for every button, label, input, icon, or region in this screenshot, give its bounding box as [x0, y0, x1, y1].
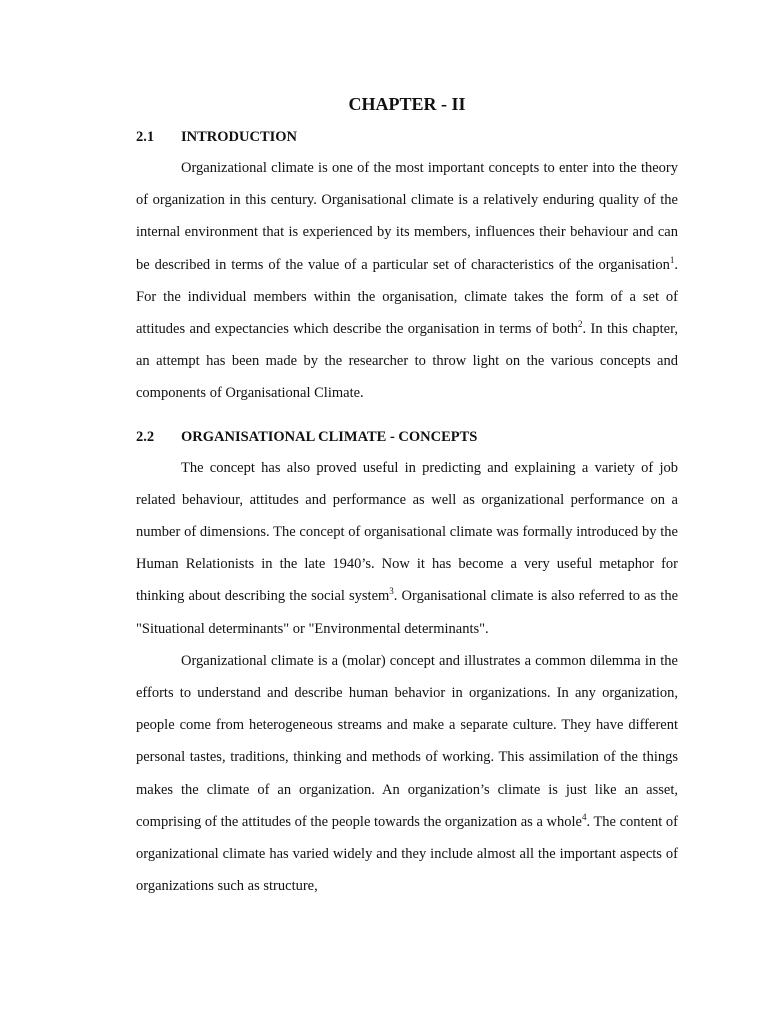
section-number: 2.1 — [136, 129, 155, 145]
text-run: . The content of organizational climate has varied widely and they include almost all the important aspects of organizations such as structure, — [136, 813, 679, 895]
footnote-ref-1: 1 — [669, 254, 675, 265]
text-run: Organizational climate is one of the most important concepts to enter into the theory of organization in this century. Organisational climate is a relatively enduring quality of the internal environment that is experienced by its members, influences their behaviour and can be described in terms of the value of a particular set of characteristics of the organisation — [136, 160, 678, 273]
concepts-paragraph-1 — [136, 452, 678, 645]
section-number: 2.2 — [136, 428, 155, 445]
text-run: . In this chapter, an attempt has been made by the researcher to throw light on the various concepts and components of Organisational Climate. — [136, 321, 678, 402]
footnote-ref-3: 3 — [389, 586, 394, 597]
section-heading-concepts — [136, 428, 678, 446]
footnote-ref-2: 2 — [578, 319, 583, 330]
text-run: . Organisational climate is also referred to as the "Situational determinants" or "Environmental determinants". — [136, 588, 679, 637]
text-run: Organizational climate is a (molar) concept and illustrates a common dilemma in the efforts to understand and describe human behavior in organizations. In any organization, people come from heterogeneous streams and make a separate culture. They have different personal tastes, traditions, thinking and methods of working. This assimilation of the things makes the climate of an organization. An organization’s climate is just like an asset, comprising of the attitudes of the people towards the organization as a whole — [136, 652, 678, 830]
concepts-paragraph-2 — [136, 645, 678, 903]
section-title: ORGANISATIONAL CLIMATE - CONCEPTS — [181, 428, 478, 445]
footnote-ref-4: 4 — [581, 811, 587, 822]
section-heading-introduction — [136, 128, 678, 146]
introduction-paragraph — [136, 152, 678, 410]
section-title: INTRODUCTION — [181, 129, 298, 145]
text-run: The concept has also proved useful in predicting and explaining a variety of job related behaviour, attitudes and performance as well as organizational performance on a number of dimensions. The concept of organisational climate was formally introduced by the Human Relationists in the late 1940’s. Now it has become a very useful metaphor for thinking about describing the social system — [136, 459, 678, 605]
chapter-title: CHAPTER - II — [348, 94, 466, 114]
document-page — [136, 92, 678, 902]
text-run: . For the individual members within the organisation, climate takes the form of a set of attitudes and expectancies which describe the organisation in terms of both — [136, 256, 678, 338]
